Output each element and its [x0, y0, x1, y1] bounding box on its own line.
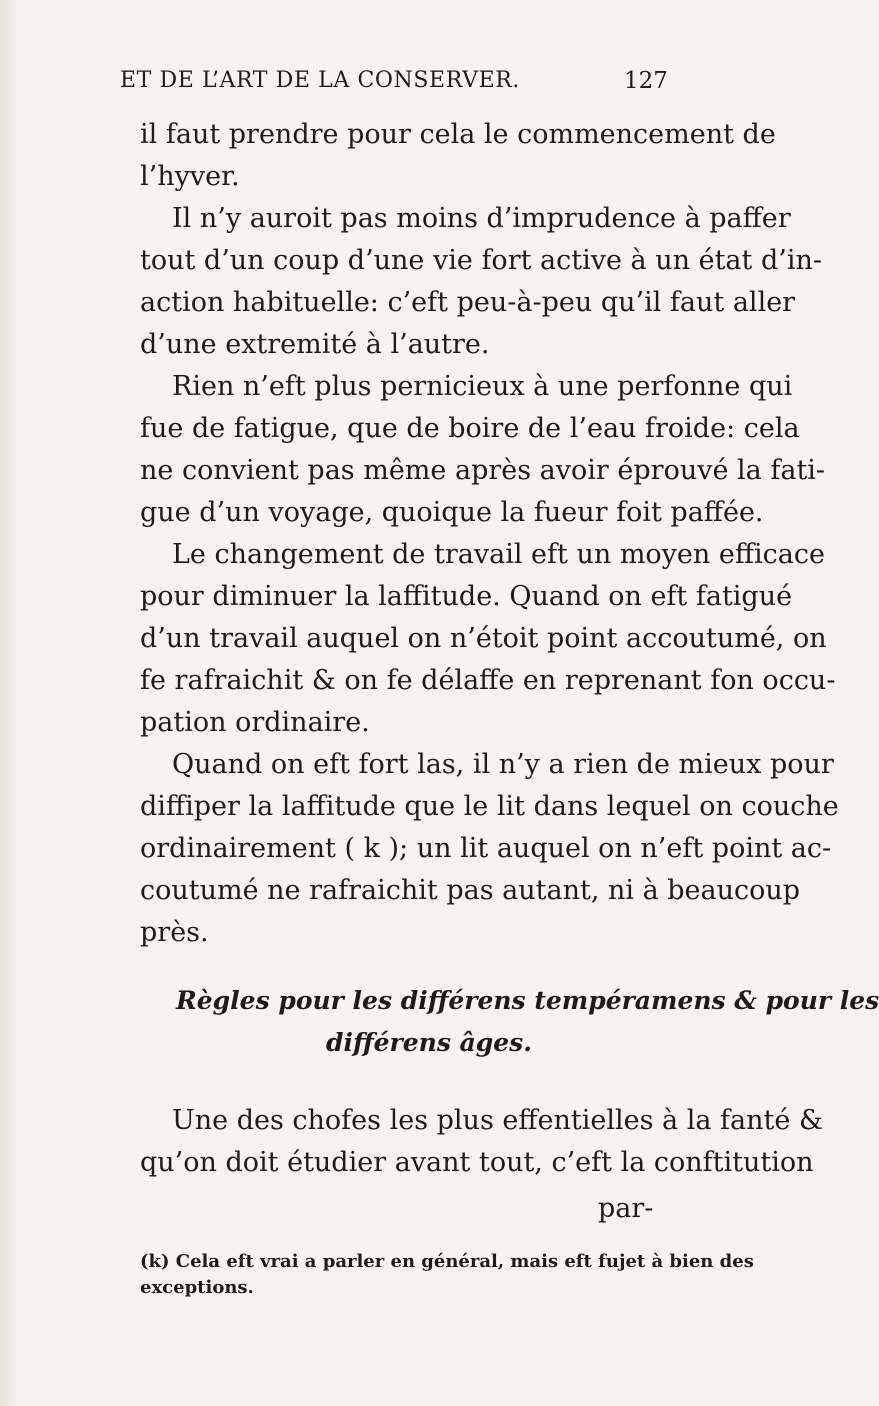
running-title: ET DE L’ART DE LA CONSERVER.	[120, 68, 520, 93]
text-line: ordinairement ( k ); un lit auquel on n’eft point ac-	[140, 833, 832, 864]
text-line: Une des chofes les plus effentielles à la fanté &	[172, 1105, 823, 1136]
text-line: ne convient pas même après avoir éprouvé la fati-	[140, 455, 826, 486]
catchword: par-	[598, 1193, 654, 1224]
page-number: 127	[624, 68, 668, 94]
text-line: pour diminuer la laffitude. Quand on eft fatigué	[140, 581, 793, 612]
text-line: qu’on doit étudier avant tout, c’eft la conftitution	[140, 1147, 814, 1178]
text-line: diffiper la laffitude que le lit dans lequel on couche	[140, 791, 839, 822]
running-head	[0, 60, 800, 100]
text-line: Le changement de travail eft un moyen efficace	[172, 539, 825, 570]
footnote-line-2: exceptions.	[140, 1277, 254, 1298]
page-gutter-shadow	[0, 0, 18, 1406]
text-line: Rien n’eft plus pernicieux à une perfonne qui	[172, 371, 793, 402]
text-line: fe rafraichit & on fe délaffe en reprenant fon occu-	[140, 665, 836, 696]
text-line: action habituelle: c’eft peu-à-peu qu’il faut aller	[140, 287, 796, 318]
text-line: d’une extremité à l’autre.	[140, 329, 490, 360]
section-heading-line-2: différens âges.	[326, 1028, 532, 1057]
section-heading-line-1: Règles pour les différens tempéramens & pour les	[176, 986, 879, 1015]
text-line: Quand on eft fort las, il n’y a rien de mieux pour	[172, 749, 834, 780]
text-line: pation ordinaire.	[140, 707, 370, 738]
text-line: l’hyver.	[140, 161, 240, 192]
footnote-line-1: (k) Cela eft vrai a parler en général, mais eft fujet à bien des	[140, 1251, 754, 1272]
text-line: Il n’y auroit pas moins d’imprudence à paffer	[172, 203, 791, 234]
text-line: près.	[140, 917, 209, 948]
text-line: gue d’un voyage, quoique la fueur foit paffée.	[140, 497, 764, 528]
text-line: coutumé ne rafraichit pas autant, ni à beaucoup	[140, 875, 801, 906]
text-line: d’un travail auquel on n’étoit point accoutumé, on	[140, 623, 827, 654]
text-line: il faut prendre pour cela le commencement de	[140, 119, 776, 150]
text-line: tout d’un coup d’une vie fort active à un état d’in-	[140, 245, 822, 276]
text-line: fue de fatigue, que de boire de l’eau froide: cela	[140, 413, 800, 444]
